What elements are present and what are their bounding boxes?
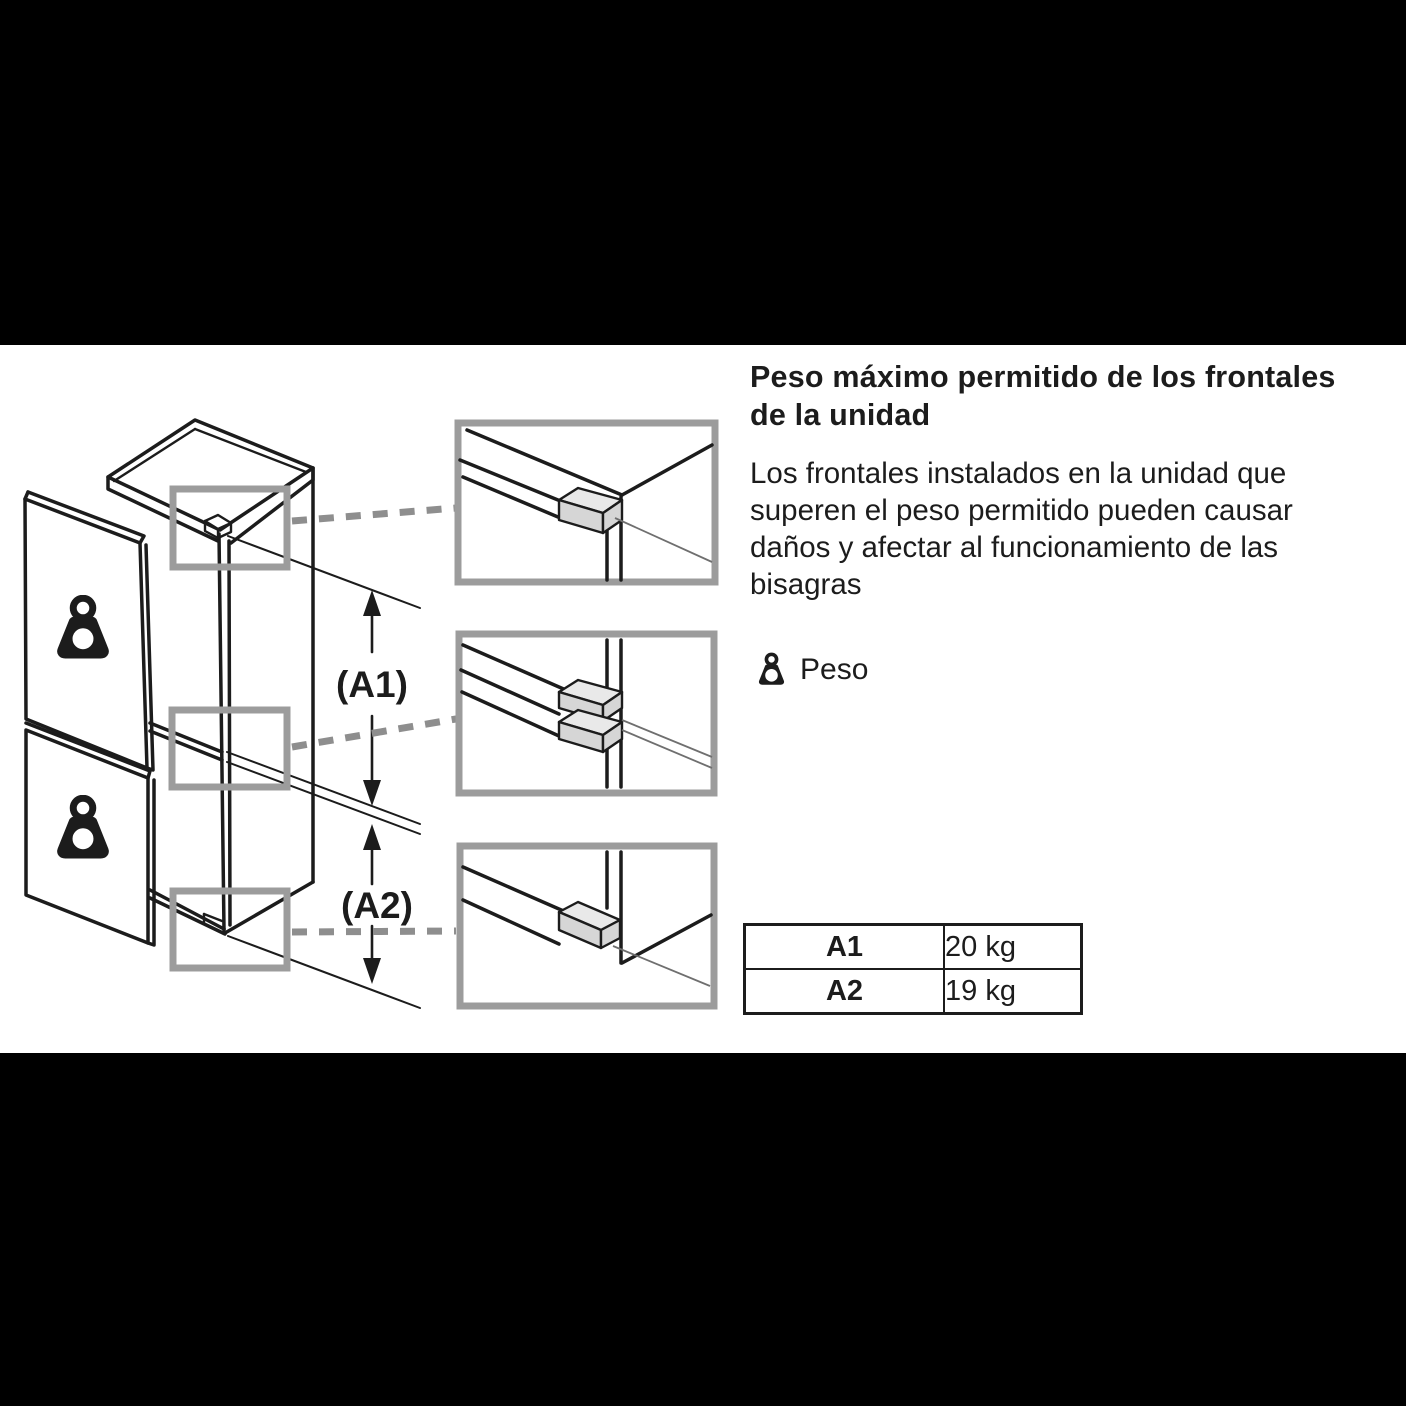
door-panels [25,492,154,945]
weight-legend-label: Peso [800,653,869,686]
table-cell-value: 19 kg [944,969,1082,1014]
table-cell-key: A1 [745,925,945,970]
leader-line-bottom [292,931,456,932]
dimension-label-A1: (A1) [336,664,408,705]
weight-icon [757,652,786,688]
dimension-label-A2: (A2) [341,885,413,926]
dimension-annotations [227,536,420,1008]
letterbox-top [0,0,1406,345]
max-weight-table [743,923,1083,1015]
table-row [745,925,1082,970]
page-title-line1: Peso máximo permitido de los frontales [750,360,1336,394]
body-line: Los frontales instalados en la unidad que [750,457,1287,490]
body-line: bisagras [750,568,862,601]
detail-box-bottom-hinge [460,846,714,1006]
leader-line-top [292,508,456,521]
body-line: daños y afectar al funcionamiento de las [750,531,1279,564]
detail-box-top-hinge [458,423,715,582]
letterbox-bottom [0,1053,1406,1406]
leader-line-middle [292,719,456,747]
table-cell-value: 20 kg [944,925,1082,970]
table-row [745,969,1082,1014]
body-paragraph [750,455,1406,603]
page-title-line2: de la unidad [750,398,931,432]
page-title [750,358,1406,434]
detail-box-middle-hinge [459,634,714,793]
weight-legend [757,652,868,688]
body-line: superen el peso permitido pueden causar [750,494,1293,527]
table-cell-key: A2 [745,969,945,1014]
cabinet-top-face [108,420,313,530]
